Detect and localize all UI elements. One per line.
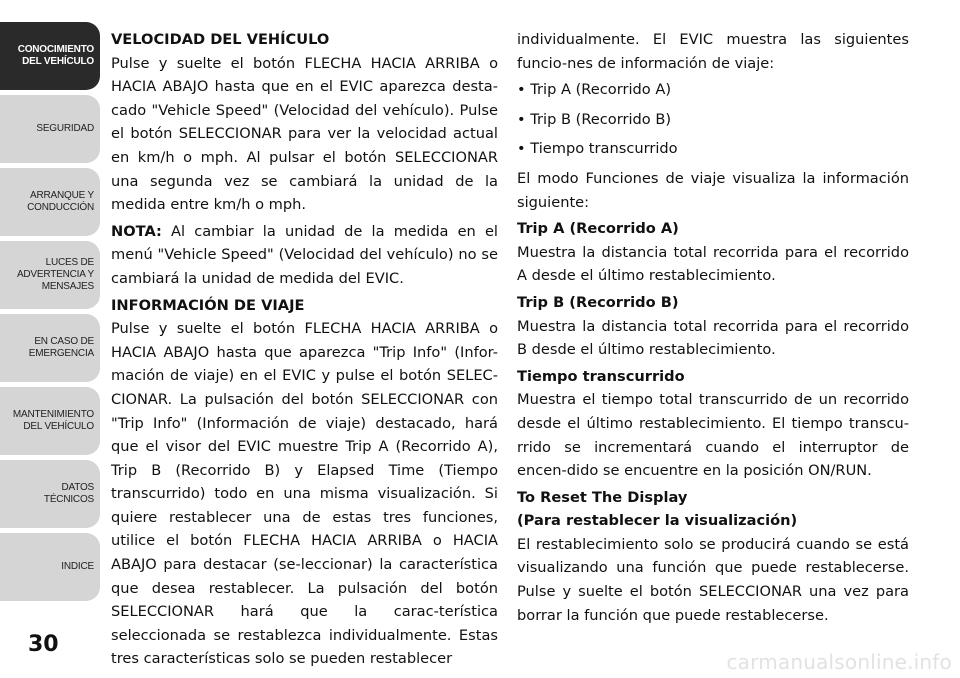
section-heading-vehicle-speed: VELOCIDAD DEL VEHÍCULO [111,31,330,48]
subheading-elapsed-time: Tiempo transcurrido [517,367,685,385]
chapter-tab-label: MENSAJES [41,281,94,292]
chapter-tab[interactable] [0,241,100,309]
chapter-tab[interactable] [0,95,100,163]
chapter-tab-label: EN CASO DE [34,336,94,347]
section-heading-trip-info: INFORMACIÓN DE VIAJE [111,296,305,314]
chapter-tab-label: DEL VEHÍCULO [23,421,94,432]
chapter-tab-label: SEGURIDAD [36,123,94,134]
paragraph-trip-b: Muestra la distancia total recorrida para el recorrido B desde el último restablecimiento. [517,317,909,359]
paragraph-trip-a: Muestra la distancia total recorrida para el recorrido A desde el último restablecimiento. [517,243,909,285]
left-column [111,28,498,671]
paragraph-elapsed-time: Muestra el tiempo total transcurrido de un recorrido desde el último restablecimiento. El tiempo transcu-rrido se incrementará cuando el interruptor de encen-dido se encuentre en la posición ON/RUN. [517,391,909,480]
paragraph-trip-mode: El modo Funciones de viaje visualiza la información siguiente: [517,169,909,211]
chapter-tab-label: ADVERTENCIA Y [16,269,94,280]
subheading-reset-display: To Reset The Display [517,488,688,506]
note-text: Al cambiar la unidad de la medida en el menú "Vehicle Speed" (Velocidad del vehículo) no se cambiará la unidad de medida del EVIC. [111,222,498,287]
chapter-tab-label: DEL VEHÍCULO [22,56,94,67]
paragraph-vehicle-speed: Pulse y suelte el botón FLECHA HACIA ARRIBA o HACIA ABAJO hasta que en el EVIC aparezca desta-cado "Vehicle Speed" (Velocidad del vehículo). Pulse el botón SELECCIONAR para ver la velocidad actual en km/h o mph. Al pulsar el botón SELECCIONAR una segunda vez se cambiará la unidad de la medida entre km/h o mph. [111,54,498,214]
chapter-tab-label: CONOCIMIENTO [17,44,94,55]
note-label: NOTA: [111,222,162,240]
chapter-tab-label: LUCES DE [45,257,94,268]
page-number: 30 [28,632,59,657]
chapter-tab[interactable] [0,460,100,528]
subheading-trip-a: Trip A (Recorrido A) [517,220,679,238]
note [111,220,498,291]
watermark: carmanualsonline.info [726,650,952,674]
chapter-tab[interactable] [0,387,100,455]
chapter-tab[interactable] [0,22,100,90]
chapter-tab-label: CONDUCCIÓN [27,202,94,213]
chapter-tab[interactable] [0,314,100,382]
chapter-tab-label: DATOS [61,482,94,493]
chapter-tab-label: MANTENIMIENTO [12,409,94,420]
chapter-tab-label: INDICE [61,561,94,572]
list-item: • Trip B (Recorrido B) [517,108,909,132]
subheading-trip-b: Trip B (Recorrido B) [517,293,679,311]
paragraph-trip-info: Pulse y suelte el botón FLECHA HACIA ARRIBA o HACIA ABAJO hasta que aparezca "Trip Info" (Infor-mación de viaje) en el EVIC y pulse el botón SELEC-CIONAR. La pulsación del botón SELECCIONAR con "Trip Info" (Información de viaje) destacado, hará que el visor del EVIC muestre Trip A (Recorrido A), Trip B (Recorrido B) y Elapsed Time (Tiempo transcurrido) todo en una misma visualización. Si quiere restablecer una de estas tres funciones, utilice el botón FLECHA HACIA ARRIBA o HACIA ABAJO para destacar (se-leccionar) la característica que desea restablecer. La pulsación del botón SELECCIONAR hará que la carac-terística seleccionada se restablezca individualmente. Estas tres características solo se pueden restablecer [111,320,498,668]
right-column [517,28,909,627]
paragraph-continued: individualmente. El EVIC muestra las siguientes funcio-nes de información de viaje: [517,31,909,72]
trip-functions-list [517,78,909,161]
paragraph-reset-display: El restablecimiento solo se producirá cuando se está visualizando una función que puede restablecerse. Pulse y suelte el botón SELECCIONAR una vez para borrar la función que puede restablecerse. [517,535,909,624]
chapter-tab[interactable] [0,533,100,601]
chapter-tab-label: EMERGENCIA [28,348,94,359]
chapter-tab[interactable] [0,168,100,236]
subheading-reset-display-es: (Para restablecer la visualización) [517,512,798,530]
list-item: • Trip A (Recorrido A) [517,78,909,102]
chapter-tab-label: TÉCNICOS [43,494,94,505]
list-item: • Tiempo transcurrido [517,137,909,161]
chapter-tab-label: ARRANQUE Y [30,190,94,201]
